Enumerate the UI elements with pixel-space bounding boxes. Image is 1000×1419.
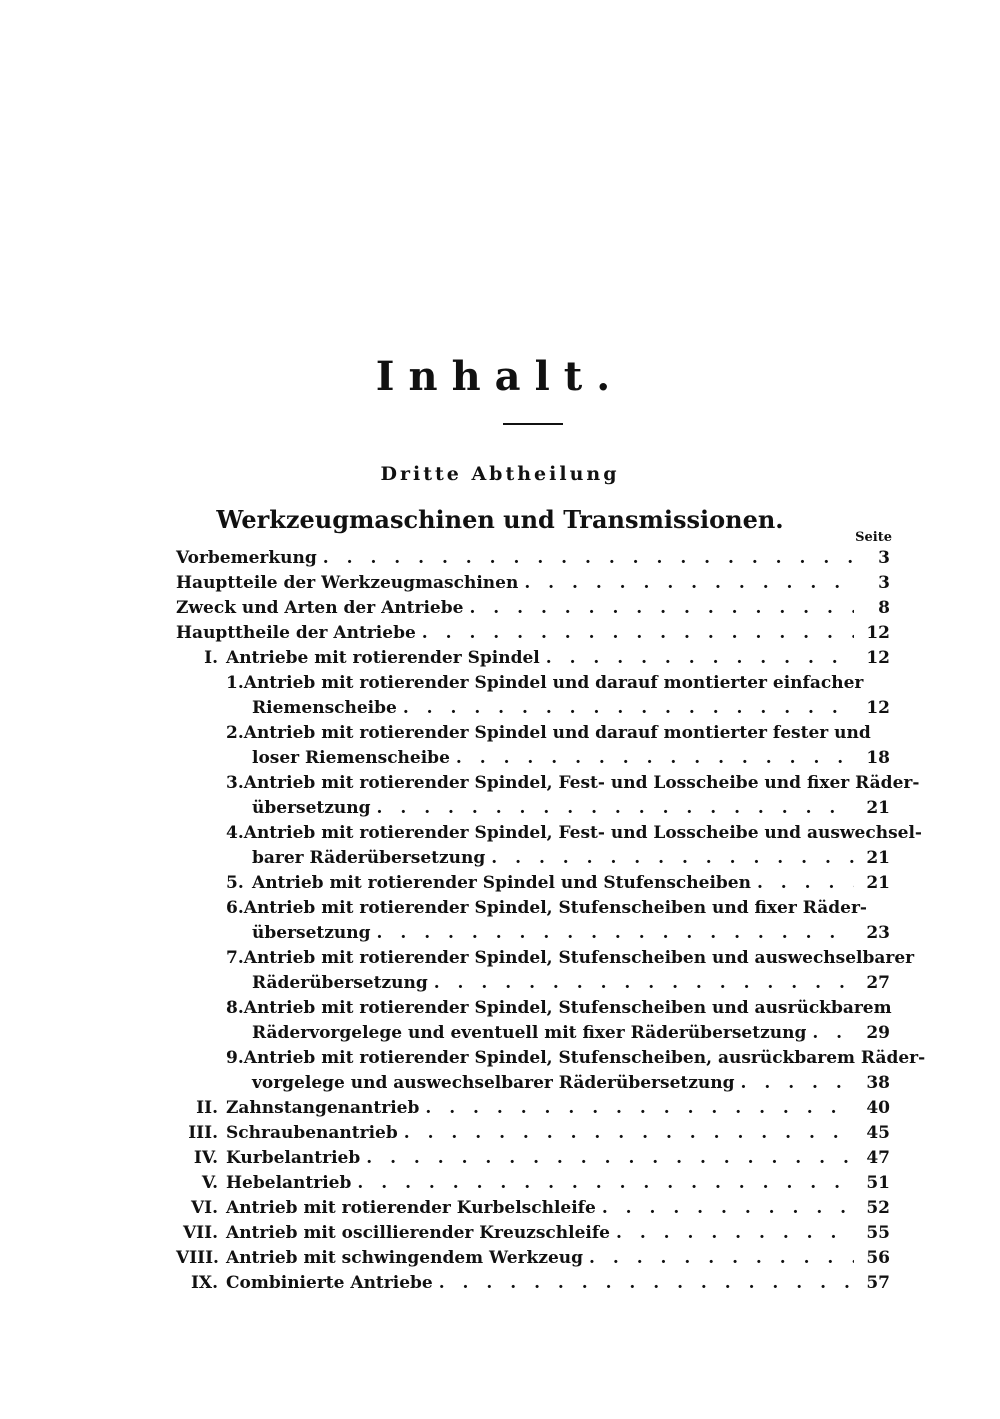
toc-entry-number: VII. xyxy=(182,1223,218,1243)
toc-page-number: 23 xyxy=(866,923,890,943)
dot-leader xyxy=(546,646,854,671)
toc-entry-line xyxy=(252,696,890,721)
toc-entry-text: vorgelege und auswechselbarer Räderübersetzung xyxy=(252,1073,735,1093)
dot-leader xyxy=(524,571,854,596)
toc-entry-line xyxy=(252,921,890,946)
dot-leader xyxy=(812,1021,854,1046)
toc-entry-text: Antrieb mit rotierender Spindel, Fest- und Losscheibe und auswechsel- xyxy=(243,823,922,843)
dot-leader xyxy=(491,846,854,871)
toc-page-number: 29 xyxy=(866,1023,890,1043)
toc-entry-text: Vorbemerkung xyxy=(176,548,317,568)
toc-page-number: 47 xyxy=(866,1148,890,1168)
dot-leader xyxy=(425,1096,854,1121)
toc-entry xyxy=(176,1246,890,1271)
toc-entry xyxy=(176,1146,890,1171)
toc-entry-number: IX. xyxy=(190,1273,218,1293)
toc-entry-number: 5. xyxy=(226,873,244,893)
toc-page-number: 51 xyxy=(866,1173,890,1193)
toc-entry-number: III. xyxy=(188,1123,218,1143)
toc-page-number: 21 xyxy=(866,873,890,893)
toc-entry-number: 1. xyxy=(226,673,244,693)
toc-entry-text: Antriebe mit rotierender Spindel xyxy=(226,648,540,668)
toc-entry-text: übersetzung xyxy=(252,923,371,943)
toc-entry xyxy=(176,596,890,621)
toc-entry xyxy=(176,1121,890,1146)
toc-page-number: 21 xyxy=(866,798,890,818)
toc-entry-line xyxy=(252,796,890,821)
dot-leader xyxy=(469,596,854,621)
dot-leader xyxy=(757,871,854,896)
section-heading: Dritte Abtheilung xyxy=(380,463,620,485)
toc-entry-text: loser Riemenscheibe xyxy=(252,748,450,768)
toc-entry-text: Rädervorgelege und eventuell mit fixer Räderübersetzung xyxy=(252,1023,807,1043)
dot-leader xyxy=(377,796,854,821)
toc-entry-text: Riemenscheibe xyxy=(252,698,397,718)
toc-entry-line xyxy=(252,971,890,996)
toc-entry-number: 2. xyxy=(226,723,244,743)
toc-page-number: 52 xyxy=(866,1198,890,1218)
toc-entry-number: 4. xyxy=(226,823,244,843)
section-subtitle: Werkzeugmaschinen und Transmissionen. xyxy=(216,505,784,534)
toc-entry-line xyxy=(226,996,890,1021)
toc-entry-number: 8. xyxy=(226,998,244,1018)
toc-page-number: 12 xyxy=(866,623,890,643)
toc-page-number: 3 xyxy=(878,548,890,568)
toc-entry-number: II. xyxy=(196,1098,218,1118)
toc-entry-line xyxy=(226,1046,926,1071)
dot-leader xyxy=(616,1221,854,1246)
toc-entry-text: Hebelantrieb xyxy=(226,1173,352,1193)
toc-entry-text: Antrieb mit rotierender Spindel und darauf montierter einfacher xyxy=(243,673,864,693)
toc-entry-number: VI. xyxy=(190,1198,218,1218)
toc-entry-text: Antrieb mit schwingendem Werkzeug xyxy=(226,1248,584,1268)
toc-entry-number: IV. xyxy=(193,1148,218,1168)
dot-leader xyxy=(357,1171,854,1196)
toc-page-number: 3 xyxy=(878,573,890,593)
toc-entry-line xyxy=(226,671,890,696)
dot-leader xyxy=(422,621,854,646)
dot-leader xyxy=(403,696,854,721)
toc-entry xyxy=(176,571,890,596)
toc-entry-line xyxy=(252,1071,890,1096)
toc-page-number: 45 xyxy=(866,1123,890,1143)
toc-entry-text: Räderübersetzung xyxy=(252,973,428,993)
toc-page-number: 56 xyxy=(866,1248,890,1268)
toc-page-number: 55 xyxy=(866,1223,890,1243)
toc-page-number: 12 xyxy=(866,698,890,718)
toc-entry xyxy=(176,646,890,671)
toc-entry-line xyxy=(226,821,922,846)
toc-page-number: 12 xyxy=(866,648,890,668)
toc-entry-text: Antrieb mit rotierender Spindel und Stufenscheiben xyxy=(252,873,751,893)
toc-page-number: 57 xyxy=(866,1273,890,1293)
toc-entry-text: Antrieb mit rotierender Spindel, Stufenscheiben und ausrückbarem xyxy=(243,998,892,1018)
dot-leader xyxy=(439,1271,854,1296)
toc-entry-text: Antrieb mit rotierender Spindel und darauf montierter fester und xyxy=(243,723,871,743)
dot-leader xyxy=(602,1196,854,1221)
dot-leader xyxy=(434,971,854,996)
toc-entry-line xyxy=(226,896,890,921)
toc-page-number: 21 xyxy=(866,848,890,868)
toc-entry xyxy=(176,1196,890,1221)
dot-leader xyxy=(741,1071,854,1096)
toc-entry-text: Antrieb mit rotierender Spindel, Stufenscheiben und auswechselbarer xyxy=(243,948,915,968)
toc-page-number: 27 xyxy=(866,973,890,993)
toc-entry-line xyxy=(252,1021,890,1046)
toc-page-number: 18 xyxy=(866,748,890,768)
toc-entry-line xyxy=(226,721,890,746)
dot-leader xyxy=(456,746,854,771)
toc-entry-line xyxy=(252,746,890,771)
toc-page-number: 38 xyxy=(866,1073,890,1093)
toc-entry xyxy=(176,1271,890,1296)
toc-entry-number: VIII. xyxy=(176,1248,219,1268)
toc-entry-text: Schraubenantrieb xyxy=(226,1123,398,1143)
page-column-label: Seite xyxy=(855,530,892,545)
title-rule xyxy=(503,423,563,425)
toc-entry-text: Antrieb mit rotierender Spindel, Stufenscheiben und fixer Räder- xyxy=(243,898,867,918)
toc-entry-number: 3. xyxy=(226,773,244,793)
toc-entry xyxy=(176,546,890,571)
toc-entry-line xyxy=(226,771,920,796)
toc-entry-line xyxy=(252,846,890,871)
dot-leader xyxy=(366,1146,854,1171)
toc-entry-text: übersetzung xyxy=(252,798,371,818)
page-title: Inhalt. xyxy=(375,353,625,400)
toc-entry-text: Haupttheile der Antriebe xyxy=(176,623,416,643)
toc-entry xyxy=(176,621,890,646)
toc-entry-number: I. xyxy=(204,648,218,668)
dot-leader xyxy=(323,546,854,571)
dot-leader xyxy=(404,1121,854,1146)
toc-entry-number: 6. xyxy=(226,898,244,918)
toc-entry-text: Antrieb mit rotierender Spindel, Fest- und Losscheibe und fixer Räder- xyxy=(243,773,920,793)
toc-entry-text: barer Räderübersetzung xyxy=(252,848,486,868)
toc-entry xyxy=(176,1171,890,1196)
toc-entry-number: 7. xyxy=(226,948,244,968)
toc-entry-text: Antrieb mit oscillierender Kreuzschleife xyxy=(226,1223,610,1243)
toc-entry-text: Antrieb mit rotierender Kurbelschleife xyxy=(226,1198,596,1218)
toc-entry-text: Zweck und Arten der Antriebe xyxy=(176,598,464,618)
toc-entry-number: 9. xyxy=(226,1048,244,1068)
toc-entry-line xyxy=(226,946,915,971)
toc-entry-text: Zahnstangenantrieb xyxy=(226,1098,420,1118)
toc-entry-text: Hauptteile der Werkzeugmaschinen xyxy=(176,573,519,593)
toc-page-number: 40 xyxy=(866,1098,890,1118)
toc-entry-text: Combinierte Antriebe xyxy=(226,1273,433,1293)
dot-leader xyxy=(377,921,854,946)
toc-entry-number: V. xyxy=(201,1173,218,1193)
toc-entry xyxy=(176,1096,890,1121)
toc-entry-text: Kurbelantrieb xyxy=(226,1148,361,1168)
dot-leader xyxy=(589,1246,854,1271)
toc-entry xyxy=(226,871,890,896)
toc-page-number: 8 xyxy=(878,598,890,618)
toc-entry xyxy=(176,1221,890,1246)
toc-entry-text: Antrieb mit rotierender Spindel, Stufenscheiben, ausrückbarem Räder- xyxy=(243,1048,926,1068)
